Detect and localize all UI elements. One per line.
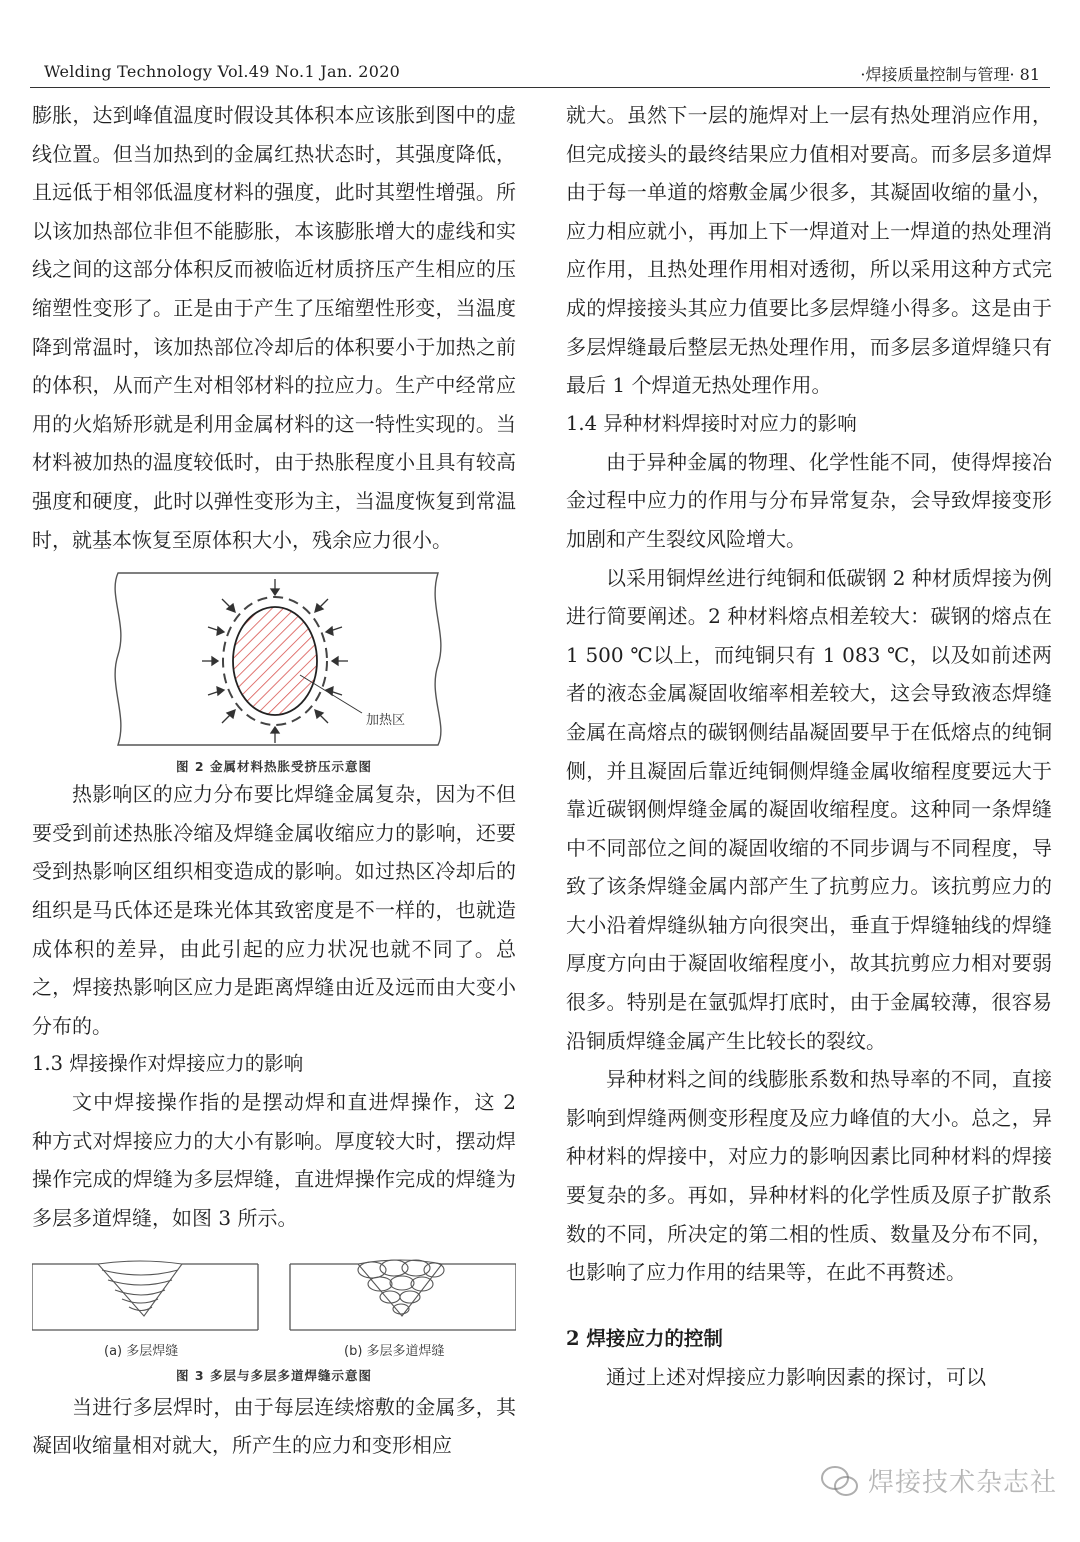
figure-3a-label: (a) 多层焊缝 — [104, 1343, 179, 1359]
left-column — [32, 96, 516, 1465]
figure-3b-label: (b) 多层多道焊缝 — [344, 1343, 445, 1359]
body-paragraph: 就大。虽然下一层的施焊对上一层有热处理消应作用，但完成接头的最终结果应力值相对要高。而多层多道焊由于每一单道的熔敷金属少很多，其凝固收缩的量小，应力相应就小，再加上下一焊道对上一焊道的热处理消应作用，且热处理作用相对透彻，所以采用这种方式完成的焊接接头其应力值要比多层焊缝小得多。这是由于多层焊缝最后整层无热处理作用，而多层多道焊缝只有最后 1 个焊道无热处理作用。 — [566, 103, 1052, 398]
figure-2-label-heated-zone: 加热区 — [366, 713, 406, 729]
header-rule — [30, 87, 1050, 88]
figure-2-drawing — [32, 565, 516, 751]
body-paragraph: 异种材料之间的线膨胀系数和热导率的不同，直接影响到焊缝两侧变形程度及应力峰值的大小。总之，异种材料的焊接中，对应力的影响因素比同种材料的焊接要复杂的多。再如，异种材料的化学性质及原子扩散系数的不同，所决定的第二相的性质、数量及分布不同，也影响了应力作用的结果等，在此不再赘述。 — [566, 1067, 1052, 1285]
body-paragraph: 通过上述对焊接应力影响因素的探讨，可以 — [606, 1364, 986, 1389]
right-column — [566, 96, 1052, 1396]
figure-3-caption: 图 3 多层与多层多道焊缝示意图 — [176, 1367, 372, 1383]
figure-2-caption: 图 2 金属材料热胀受挤压示意图 — [176, 759, 372, 775]
body-paragraph: 热影响区的应力分布要比焊缝金属复杂，因为不但要受到前述热胀冷缩及焊缝金属收缩应力的影响，还要受到热影响区组织相变造成的影响。如过热区冷却后的组织是马氏体还是珠光体其致密度是不一样的，也就造成体积的差异，由此引起的应力状况也就不同了。总之，焊接热影响区应力是距离焊缝由近及远而由大变小分布的。 — [32, 782, 516, 1038]
section-heading-1-3: 1.3 焊接操作对焊接应力的影响 — [32, 1052, 304, 1076]
watermark — [820, 1462, 1070, 1502]
page-header-left: Welding Technology Vol.49 No.1 Jan. 2020 — [44, 62, 401, 81]
section-heading-1-4: 1.4 异种材料焊接时对应力的影响 — [566, 411, 857, 435]
figure-3-drawing — [32, 1256, 516, 1334]
watermark-text: 焊接技术杂志社 — [868, 1468, 1058, 1498]
body-paragraph: 膨胀，达到峰值温度时假设其体积本应该胀到图中的虚线位置。但当加热到的金属红热状态时，其强度降低，且远低于相邻低温度材料的强度，此时其塑性增强。所以该加热部位非但不能膨胀，本该膨胀增大的虚线和实线之间的这部分体积反而被临近材质挤压产生相应的压缩塑性变形了。正是由于产生了压缩塑性形变，当温度降到常温时，该加热部位冷却后的体积要小于加热之前的体积，从而产生对相邻材料的拉应力。生产中经常应用的火焰矫形就是利用金属材料的这一特性实现的。当材料被加热的温度较低时，由于热胀程度小且具有较高强度和硬度，此时以弹性变形为主，当温度恢复到常温时，就基本恢复至原体积大小，残余应力很小。 — [32, 103, 516, 552]
figure-3 — [32, 1256, 516, 1334]
body-paragraph: 由于异种金属的物理、化学性能不同，使得焊接冶金过程中应力的作用与分布异常复杂，会导致焊接变形加剧和产生裂纹风险增大。 — [566, 449, 1052, 551]
page-header-right: ·焊接质量控制与管理· 81 — [860, 65, 1040, 84]
body-paragraph: 当进行多层焊时，由于每层连续熔敷的金属多，其凝固收缩量相对就大，所产生的应力和变形相应 — [32, 1394, 516, 1458]
body-paragraph: 文中焊接操作指的是摆动焊和直进焊操作，这 2 种方式对焊接应力的大小有影响。厚度较大时，摆动焊操作完成的焊缝为多层焊缝，直进焊操作完成的焊缝为多层多道焊缝，如图 3 所示。 — [32, 1090, 516, 1231]
wechat-icon — [820, 1464, 860, 1500]
figure-2 — [32, 565, 516, 775]
body-paragraph: 以采用铜焊丝进行纯铜和低碳钢 2 种材质焊接为例进行简要阐述。2 种材料熔点相差较大：碳钢的熔点在 1 500 ℃以上，而纯铜只有 1 083 ℃，以及如前述两者的液态金属凝固收缩率相差较大，这会导致液态焊缝金属在高熔点的碳钢侧结晶凝固要早于在低熔点的纯铜侧，并且凝固后靠近纯铜侧焊缝金属收缩程度要远大于靠近碳钢侧焊缝金属的凝固收缩程度。这种同一条焊缝中不同部位之间的凝固收缩的不同步调与不同程度，导致了该条焊缝金属内部产生了抗剪应力。该抗剪应力的大小沿着焊缝纵轴方向很突出，垂直于焊缝轴线的焊缝厚度方向由于凝固收缩程度小，故其抗剪应力相对要弱很多。特别是在氩弧焊打底时，由于金属较薄，很容易沿铜质焊缝金属产生比较长的裂纹。 — [566, 565, 1052, 1053]
section-heading-2: 2 焊接应力的控制 — [566, 1326, 723, 1350]
